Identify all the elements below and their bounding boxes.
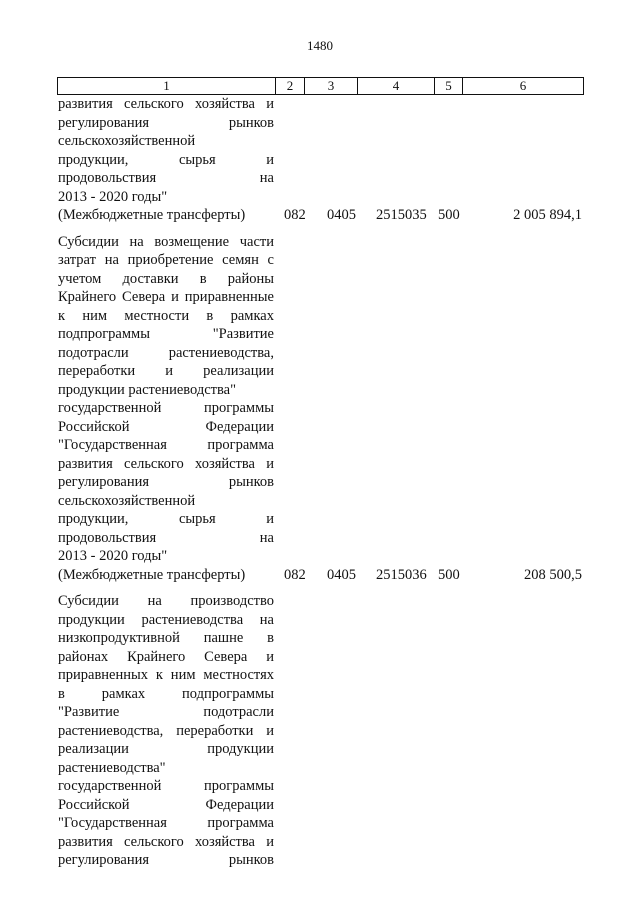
table-row [0,233,640,585]
description-line: подпрограммы "Развитие [58,326,274,342]
row-codes [0,566,640,585]
description-line: регулирования рынков [58,474,274,490]
description-line: продукции растениеводства" [58,381,237,398]
description-line: продукции растениеводства на [58,611,274,628]
column-header-3: 3 [305,78,358,94]
description-line: развития сельского хозяйства и [58,96,274,112]
description-line: продукции, сырья и [58,151,274,168]
description-line: реализации продукции [58,741,274,757]
description-line: продовольствия на [58,170,274,186]
description-line: регулирования рынков [58,114,274,131]
section-code: 0405 [327,566,356,583]
description-line: Субсидии на производство [58,593,274,609]
description-line: сельскохозяйственной [58,133,196,149]
description-line: Российской Федерации [58,418,274,435]
column-header-6: 6 [519,78,527,93]
description-line: приравненных к ним местностях [58,667,274,683]
description-line: Субсидии на возмещение части [58,233,274,250]
column-header-2: 2 [276,78,305,94]
description-line: растениеводства, переработки и [58,722,274,739]
budget-table-body [0,95,640,878]
row-codes [0,206,640,225]
row-description [58,233,274,585]
target-article-code: 2515035 [376,207,427,223]
table-row [0,95,640,225]
ministry-code: 082 [284,207,306,223]
description-line: государственной программы [58,778,274,794]
column-header-row [57,77,584,95]
page-number: 1480 [307,38,333,53]
description-line: сельскохозяйственной [58,492,196,509]
description-line: "Развитие подотрасли [58,704,274,720]
description-line: продукции, сырья и [58,511,274,527]
description-line: 2013 - 2020 годы" [58,548,168,564]
description-line: учетом доставки в районы [58,270,274,287]
description-line: (Межбюджетные трансферты) [58,566,246,583]
description-line: регулирования рынков [58,852,274,868]
description-line: развития сельского хозяйства и [58,455,274,472]
description-line: "Государственная программа [58,815,274,831]
column-header-4: 4 [358,78,435,94]
section-code: 0405 [327,207,356,223]
expense-type-code: 500 [438,566,460,583]
description-line: Крайнего Севера и приравненные [58,289,274,305]
description-line: "Государственная программа [58,437,274,453]
description-line: 2013 - 2020 годы" [58,188,168,205]
table-row [0,592,640,870]
description-line: затрат на приобретение семян с [58,252,274,268]
description-line: переработки и реализации [58,363,274,379]
row-description [58,592,274,870]
amount-value: 2 005 894,1 [513,207,582,223]
description-line: растениеводства" [58,759,166,776]
description-line: низкопродуктивной пашне в [58,630,274,646]
target-article-code: 2515036 [376,566,427,583]
description-line: государственной программы [58,400,274,416]
expense-type-code: 500 [438,207,460,223]
description-line: районах Крайнего Севера и [58,648,274,665]
description-line: (Межбюджетные трансферты) [58,207,246,223]
description-line: развития сельского хозяйства и [58,833,274,850]
column-header-5: 5 [435,78,463,94]
description-line: к ним местности в рамках [58,307,274,324]
column-header-1: 1 [58,78,276,94]
description-line: продовольствия на [58,529,274,546]
description-line: Российской Федерации [58,796,274,813]
description-line: в рамках подпрограммы [58,685,274,702]
ministry-code: 082 [284,566,306,583]
amount-value: 208 500,5 [524,566,582,583]
description-line: подотрасли растениеводства, [58,344,274,361]
